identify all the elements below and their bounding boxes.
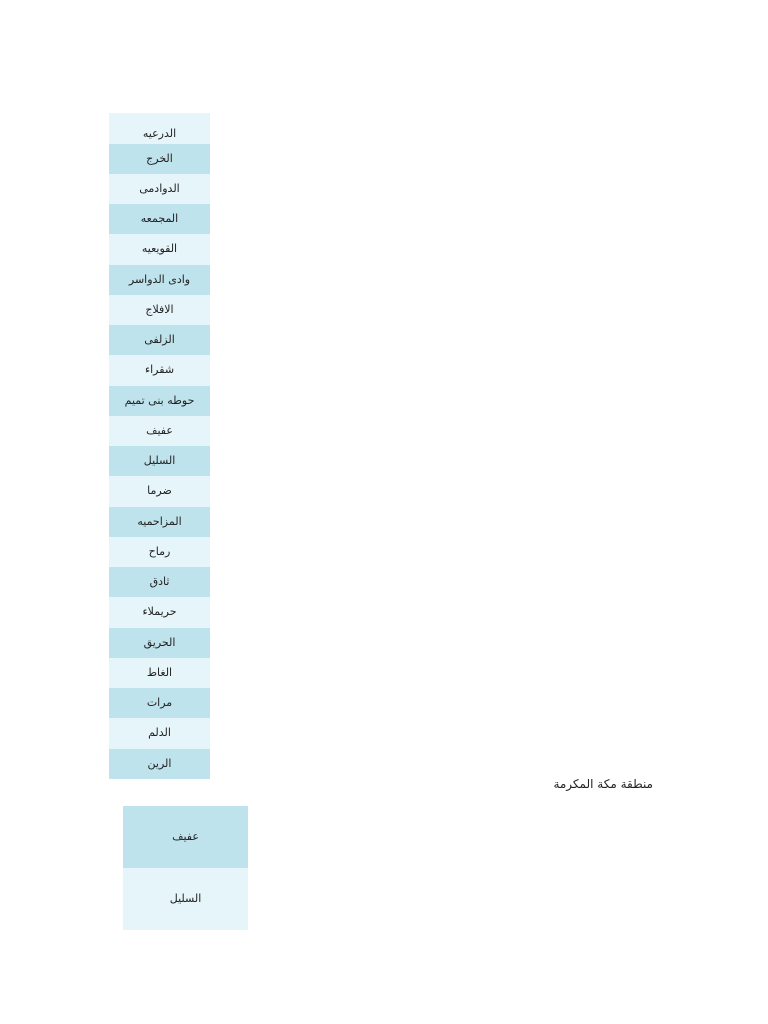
city-list-item: حوطه بنى تميم: [109, 386, 210, 416]
city-list-item: الحريق: [109, 628, 210, 658]
city-list-item: الدلم: [109, 718, 210, 748]
city-list-item: الدرعيه: [109, 113, 210, 144]
region-city-cell: السليل: [123, 868, 248, 930]
city-list-item: رماح: [109, 537, 210, 567]
city-list-item: المزاحميه: [109, 507, 210, 537]
city-list-item: شقراء: [109, 355, 210, 385]
city-list-item: وادى الدواسر: [109, 265, 210, 295]
city-list-item: حريملاء: [109, 597, 210, 627]
riyadh-cities-list: [109, 113, 210, 779]
city-list-item: الزلفى: [109, 325, 210, 355]
makkah-cities-table: [123, 806, 248, 930]
city-list-item: المجمعه: [109, 204, 210, 234]
region-title-makkah: منطقة مكة المكرمة: [553, 777, 653, 791]
city-list-item: السليل: [109, 446, 210, 476]
region-city-cell: عفيف: [123, 806, 248, 868]
city-list-item: الافلاج: [109, 295, 210, 325]
city-list-item: الخرج: [109, 144, 210, 174]
city-list-item: مرات: [109, 688, 210, 718]
city-list-item: عفيف: [109, 416, 210, 446]
city-list-item: ضرما: [109, 476, 210, 506]
city-list-item: القويعيه: [109, 234, 210, 264]
city-list-item: ثادق: [109, 567, 210, 597]
city-list-item: الغاط: [109, 658, 210, 688]
city-list-item: الرين: [109, 749, 210, 779]
city-list-item: الدوادمى: [109, 174, 210, 204]
